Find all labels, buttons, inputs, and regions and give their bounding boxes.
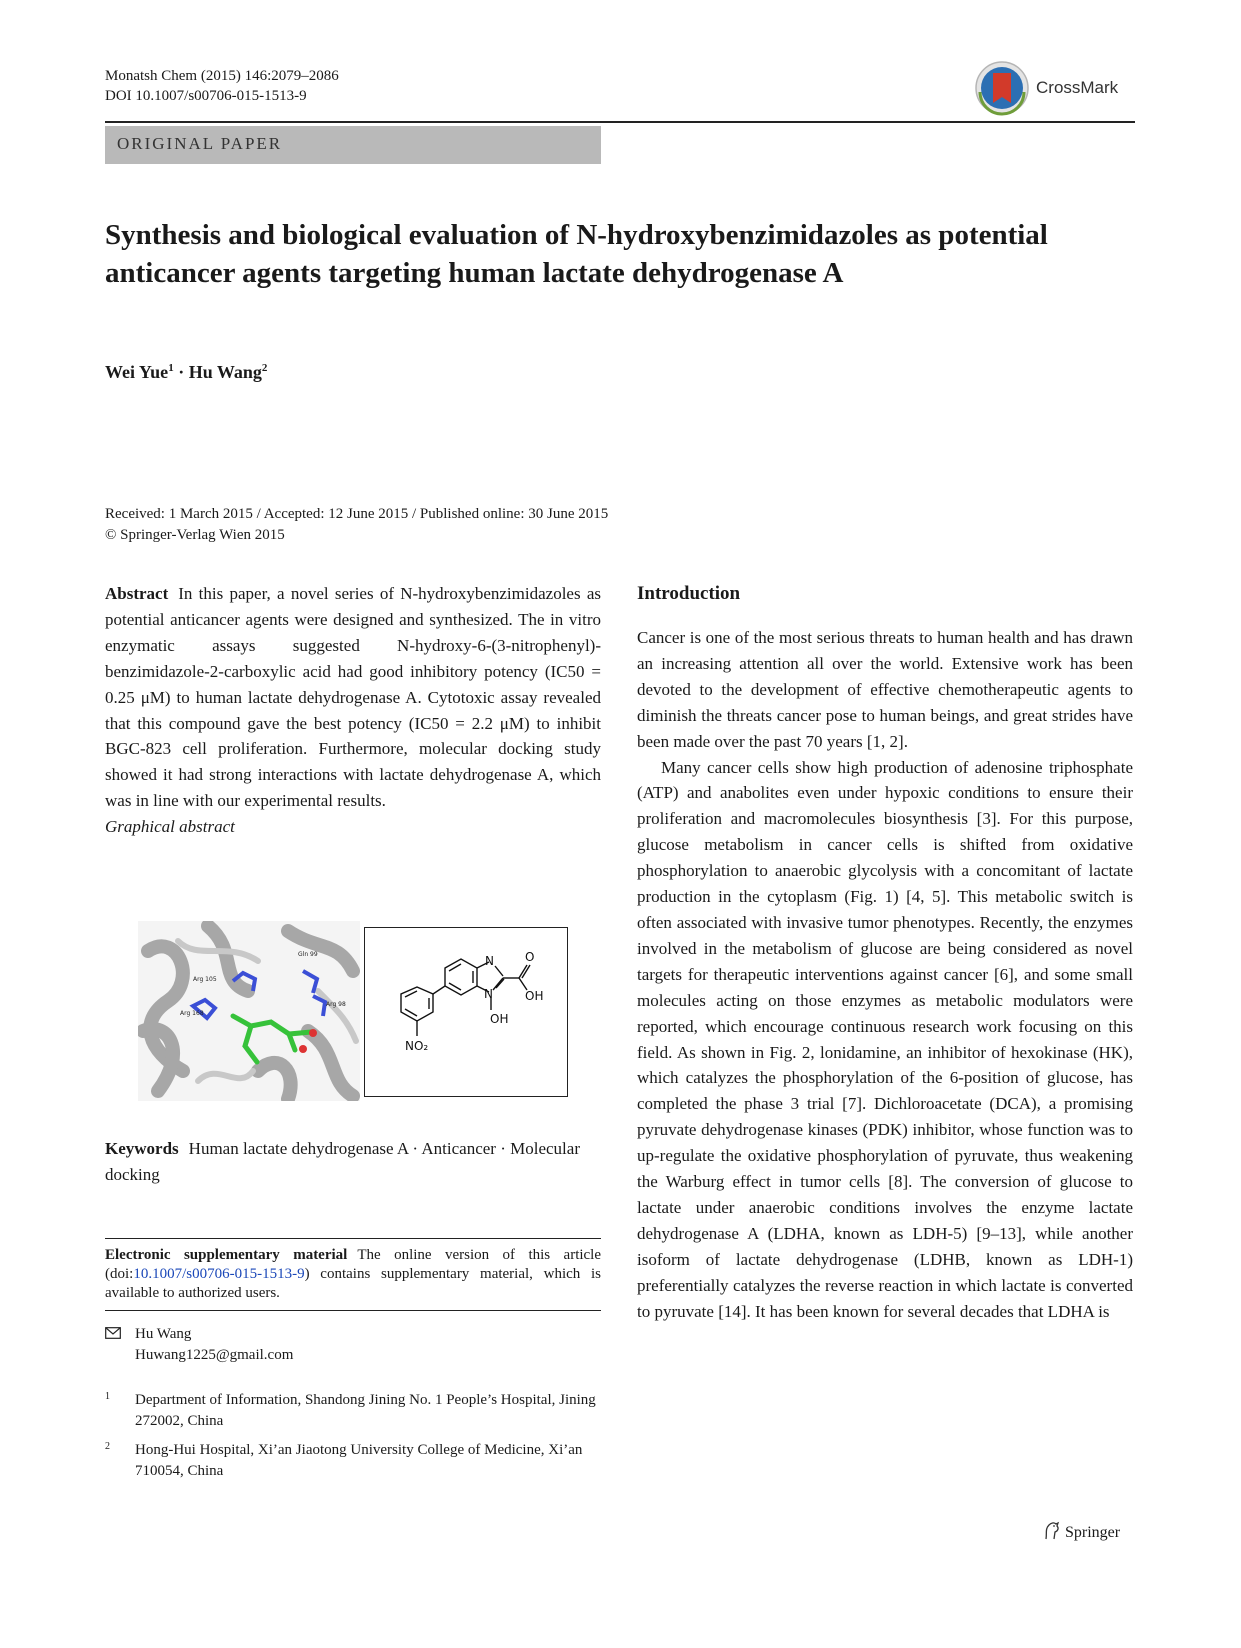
affiliation-text: Hong-Hui Hospital, Xi’an Jiaotong University College of Medicine, Xi’an 710054, China bbox=[135, 1442, 583, 1479]
abstract bbox=[105, 581, 601, 814]
affiliation bbox=[105, 1390, 601, 1432]
publisher-footer bbox=[1043, 1521, 1120, 1542]
residue-label: Arg 98 bbox=[326, 1001, 346, 1008]
keywords bbox=[105, 1136, 601, 1188]
divider bbox=[105, 1310, 601, 1311]
author-name[interactable]: Hu Wang bbox=[188, 362, 262, 382]
doi-link[interactable]: 10.1007/s00706-015-1513-9 bbox=[133, 1266, 305, 1282]
affiliation bbox=[105, 1440, 601, 1482]
abstract-label: Abstract bbox=[105, 584, 169, 603]
esm-label: Electronic supplementary material bbox=[105, 1247, 348, 1263]
atom-label: NO₂ bbox=[405, 1039, 429, 1053]
crossmark-badge[interactable] bbox=[974, 58, 1134, 120]
esm-text: The online version of this article (doi: bbox=[105, 1247, 602, 1282]
author-separator: · bbox=[173, 362, 189, 382]
keywords-label: Keywords bbox=[105, 1139, 179, 1158]
chemical-structure bbox=[365, 928, 566, 1095]
graphical-abstract-label: Graphical abstract bbox=[105, 817, 235, 837]
section-banner bbox=[105, 126, 601, 164]
residue-label: Arg 168 bbox=[180, 1010, 204, 1017]
atom-label: OH bbox=[525, 989, 544, 1003]
esm-text: ) contains supplementary material, which is available to authorized users. bbox=[105, 1266, 601, 1301]
introduction-heading: Introduction bbox=[637, 583, 741, 604]
protein-docking-image bbox=[138, 921, 360, 1101]
right-column bbox=[637, 581, 1133, 1324]
introduction-paragraph: Many cancer cells show high production of adenosine triphosphate (ATP) and anabolites even under hypoxic conditions to ensure their proliferation and macromolecules biosynthesis [3]. For this purpose, glucose metabolism in cancer cells is shifted from oxidative phosphorylation to anaerobic glycolysis with a concomitant of lactate production in the cytoplasm (Fig. 1) [4, 5]. This metabolic switch is often associated with invasive tumor phenotypes. Recently, the enzymes involved in the metabolism of glucose are being considered as novel targets for therapeutic interventions against cancer [6], and some small molecules acting on those enzymes as metabolic modulators were reported, which encourage continuous research work focusing on this field. As shown in Fig. 2, lonidamine, an inhibitor of hexokinase (HK), which catalyzes the phosphorylation of the 6-position of glucose, has completed the phase 3 trial [7]. Dichloroacetate (DCA), a promising pyruvate dehydrogenase kinases (PDK) inhibitor, whose function was to up-regulate the oxidative phosphorylation of pyruvate, thus weakening the Warburg effect in tumor cells [8]. The conversion of glucose to lactate under anaerobic conditions involves the enzyme lactate dehydrogenase A (LDHA, known as LDH-5) [9–13], while another isoform of lactate dehydrogenase (LDHB, known as LDH-1) preferentially catalyzes the reverse reaction in which lactate is converted to pyruvate [14]. It has been known for several decades that LDHA is bbox=[637, 757, 1133, 1321]
affiliation-number: 1 bbox=[105, 1391, 110, 1402]
publisher-name: Springer bbox=[1065, 1524, 1121, 1541]
supplementary-note bbox=[105, 1246, 601, 1303]
residue-label: Arg 105 bbox=[193, 976, 217, 983]
author-affiliation-ref: 2 bbox=[261, 362, 268, 374]
copyright: © Springer-Verlag Wien 2015 bbox=[105, 527, 285, 543]
header-rule bbox=[105, 121, 1135, 123]
publication-dates bbox=[105, 504, 608, 546]
crossmark-icon bbox=[974, 60, 1030, 116]
paper-title: Synthesis and biological evaluation of N-hydroxybenzimidazoles as potential anticancer agents targeting human lactate dehydrogenase A bbox=[105, 219, 1048, 289]
atom-label: N bbox=[485, 954, 494, 968]
doi: DOI 10.1007/s00706-015-1513-9 bbox=[105, 88, 307, 104]
keywords-list: Human lactate dehydrogenase A · Anticancer · Molecular docking bbox=[105, 1139, 580, 1184]
crossmark-label: CrossMark bbox=[1036, 78, 1119, 97]
journal-citation: Monatsh Chem (2015) 146:2079–2086 bbox=[105, 68, 339, 84]
left-column bbox=[105, 581, 601, 840]
divider bbox=[105, 1238, 601, 1239]
contact-name: Hu Wang bbox=[135, 1326, 192, 1342]
introduction-paragraph: Cancer is one of the most serious threats to human health and has drawn an increasing attention all over the world. Extensive work has been devoted to the development of effective chemotherapeutic agents to diminish the threats cancer pose to human beings, and great strides have been made over the past 70 years [1, 2]. bbox=[637, 628, 1133, 751]
envelope-icon bbox=[105, 1327, 121, 1339]
history-dates: Received: 1 March 2015 / Accepted: 12 June 2015 / Published online: 30 June 2015 bbox=[105, 506, 609, 522]
abstract-text: In this paper, a novel series of N-hydroxybenzimidazoles as potential anticancer agents were designed and synthesized. The in vitro enzymatic assays suggested N-hydroxy-6-(3-nitrophenyl)-benzimidazole-2-carboxylic acid had good inhibitory potency (IC50 = 0.25 μM) to human lactate dehydrogenase A. Cytotoxic assay revealed that this compound gave the best potency (IC50 = 2.2 μM) to inhibit BGC-823 cell proliferation. Furthermore, molecular docking study showed it had strong interactions with lactate dehydrogenase A, which was in line with our experimental results. bbox=[105, 584, 601, 811]
chemical-structure-box bbox=[364, 927, 568, 1097]
affiliation-text: Department of Information, Shandong Jining No. 1 People’s Hospital, Jining 272002, China bbox=[135, 1392, 596, 1429]
contact-email[interactable]: Huwang1225@gmail.com bbox=[135, 1347, 294, 1363]
author-list bbox=[105, 362, 267, 383]
atom-label: OH bbox=[490, 1012, 509, 1026]
author-name[interactable]: Wei Yue bbox=[105, 362, 169, 382]
springer-horse-icon bbox=[1043, 1521, 1061, 1541]
affiliation-number: 2 bbox=[105, 1441, 110, 1452]
residue-label: Gln 99 bbox=[298, 951, 318, 958]
corresponding-author bbox=[105, 1324, 293, 1366]
atom-label: O bbox=[525, 950, 535, 964]
graphical-abstract-figure bbox=[138, 921, 570, 1103]
atom-label: N bbox=[484, 987, 493, 1001]
section-label: ORIGINAL PAPER bbox=[117, 134, 283, 153]
journal-header bbox=[105, 66, 339, 106]
author-affiliation-ref: 1 bbox=[168, 362, 174, 374]
